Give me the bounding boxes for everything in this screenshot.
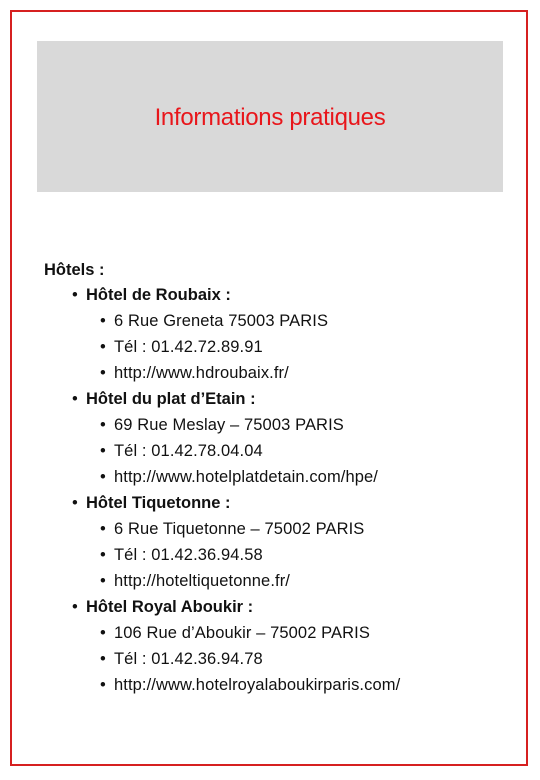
hotel-phone — [44, 438, 514, 464]
hotel-phone — [44, 334, 514, 360]
hotel-website-link[interactable]: http://www.hotelplatdetain.com/hpe/ — [114, 468, 378, 486]
bullet-icon: • — [100, 468, 106, 486]
hotel-name-text: Hôtel de Roubaix : — [86, 286, 231, 304]
title-banner — [37, 41, 503, 192]
hotel-address — [44, 308, 514, 334]
bullet-icon: • — [100, 442, 106, 460]
hotel-address-text: 6 Rue Greneta 75003 PARIS — [114, 312, 329, 330]
bullet-icon: • — [100, 676, 106, 694]
hotel-item — [44, 282, 514, 386]
hotel-address-text: 69 Rue Meslay – 75003 PARIS — [114, 416, 344, 434]
hotel-address-text: 106 Rue d’Aboukir – 75002 PARIS — [114, 624, 370, 642]
bullet-icon: • — [72, 390, 78, 408]
hotel-website — [44, 360, 514, 386]
bullet-icon: • — [100, 650, 106, 668]
hotel-address — [44, 412, 514, 438]
hotel-list — [44, 282, 514, 698]
hotel-website-link[interactable]: http://hoteltiquetonne.fr/ — [114, 572, 290, 590]
bullet-icon: • — [72, 598, 78, 616]
hotel-website-link[interactable]: http://www.hotelroyalaboukirparis.com/ — [114, 676, 401, 694]
hotel-name-text: Hôtel du plat d’Etain : — [86, 390, 256, 408]
hotel-name-text: Hôtel Royal Aboukir : — [86, 598, 254, 616]
bullet-icon: • — [100, 364, 106, 382]
hotel-phone-text: Tél : 01.42.78.04.04 — [114, 442, 263, 460]
hotel-address — [44, 516, 514, 542]
bullet-icon: • — [100, 624, 106, 642]
hotel-address-text: 6 Rue Tiquetonne – 75002 PARIS — [114, 520, 365, 538]
bullet-icon: • — [100, 546, 106, 564]
hotel-phone — [44, 646, 514, 672]
bullet-icon: • — [72, 494, 78, 512]
page-title: Informations pratiques — [154, 103, 386, 131]
hotel-phone-text: Tél : 01.42.72.89.91 — [114, 338, 263, 356]
hotel-name — [44, 386, 514, 412]
bullet-icon: • — [72, 286, 78, 304]
hotel-item — [44, 594, 514, 698]
hotel-phone-text: Tél : 01.42.36.94.58 — [114, 546, 263, 564]
hotel-name — [44, 282, 514, 308]
hotel-website — [44, 464, 514, 490]
bullet-icon: • — [100, 416, 106, 434]
bullet-icon: • — [100, 338, 106, 356]
bullet-icon: • — [100, 312, 106, 330]
bullet-icon: • — [100, 520, 106, 538]
hotel-website — [44, 568, 514, 594]
hotel-website-link[interactable]: http://www.hdroubaix.fr/ — [114, 364, 289, 382]
hotel-item — [44, 386, 514, 490]
hotel-name-text: Hôtel Tiquetonne : — [86, 494, 231, 512]
hotels-section — [44, 258, 514, 698]
hotel-phone-text: Tél : 01.42.36.94.78 — [114, 650, 263, 668]
bullet-icon: • — [100, 572, 106, 590]
hotel-phone — [44, 542, 514, 568]
hotel-website — [44, 672, 514, 698]
section-title: Hôtels : — [44, 261, 105, 279]
hotel-name — [44, 490, 514, 516]
hotel-address — [44, 620, 514, 646]
hotel-item — [44, 490, 514, 594]
hotel-name — [44, 594, 514, 620]
